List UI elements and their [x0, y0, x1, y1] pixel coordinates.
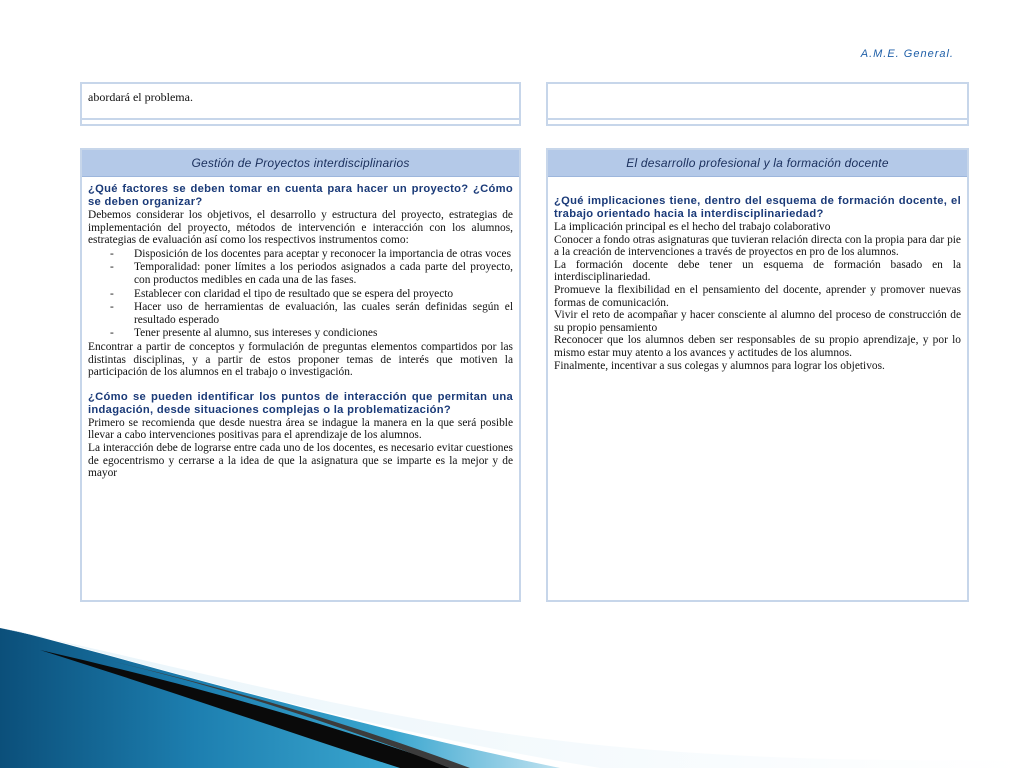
left-paragraph-2: Encontrar a partir de conceptos y formulación de preguntas elementos compartidos por las distintas disciplinas, y a partir de estos proponer temas de interés que motiven la participación de los alumnos en el trabajo o investigación. [88, 340, 513, 379]
top-left-box [80, 82, 521, 126]
right-line-3: La formación docente debe tener un esquema de formación basado en la interdisciplinariedad. [554, 258, 961, 284]
decorative-wave [0, 628, 1024, 768]
right-line-7: Finalmente, incentivar a sus colegas y alumnos para lograr los objetivos. [554, 359, 885, 372]
list-item: - Temporalidad: poner límites a los periodos asignados a cada parte del proyecto, con productos medibles en cada una de las fases. [88, 261, 513, 286]
right-line-1: La implicación principal es el hecho del trabajo colaborativo [554, 221, 831, 233]
author-note: A.M.E. General. [860, 48, 954, 60]
top-right-box-text [548, 84, 967, 120]
right-line-4: Promueve la flexibilidad en el pensamiento del docente, aprender y promover nuevas formas de comunicación. [554, 283, 961, 309]
list-item: - Tener presente al alumno, sus intereses y condiciones [88, 327, 513, 340]
right-panel-title: El desarrollo profesional y la formación docente [548, 150, 967, 177]
right-line-6: Reconocer que los alumnos deben ser responsables de su propio aprendizaje, y por lo mismo estar muy atento a los avances y actitudes de los alumnos. [554, 334, 961, 359]
left-question-2: ¿Cómo se pueden identificar los puntos de interacción que permitan una indagación, desde situaciones complejas o la problematización? [88, 390, 513, 416]
top-left-box-text: abordará el problema. [82, 84, 519, 120]
left-question-1: ¿Qué factores se deben tomar en cuenta para hacer un proyecto? ¿Cómo se deben organizar? [88, 183, 513, 208]
top-right-box [546, 82, 969, 126]
right-panel [546, 148, 969, 602]
list-item: - Establecer con claridad el tipo de resultado que se espera del proyecto [88, 288, 513, 301]
left-panel [80, 148, 521, 602]
right-question: ¿Qué implicaciones tiene, dentro del esquema de formación docente, el trabajo orientado hacia la interdisciplinariedad? [554, 195, 961, 220]
list-item: - Disposición de los docentes para aceptar y reconocer la importancia de otras voces [88, 248, 513, 261]
left-paragraph-1: Debemos considerar los objetivos, el desarrollo y estructura del proyecto, estrategias de implementación del proyecto, métodos de intervención e interacción con los alumnos, estrategias de evaluación así como los respectivos instrumentos como: [88, 209, 513, 247]
left-panel-title: Gestión de Proyectos interdisciplinarios [82, 150, 519, 177]
left-paragraph-4: La interacción debe de lograrse entre cada uno de los docentes, es necesario evitar cuestiones de egocentrismo y cerrarse a la idea de que la asignatura que se imparte es la mejor y de mayor [88, 441, 513, 480]
left-bullet-list [88, 248, 513, 340]
list-item: - Hacer uso de herramientas de evaluación, las cuales serán definidas según el resultado esperado [88, 301, 513, 326]
left-paragraph-3: Primero se recomienda que desde nuestra área se indague la manera en la que será posible llevar a cabo intervenciones positivas para el aprendizaje de los alumnos. [88, 416, 513, 442]
right-line-5: Vivir el reto de acompañar y hacer consciente al alumno del proceso de construcción de su propio pensamiento [554, 309, 961, 334]
right-panel-body [548, 177, 967, 376]
right-line-2: Conocer a fondo otras asignaturas que tuvieran relación directa con la propia para dar pie a la creación de intervenciones a través de proyectos en pro de los alumnos. [554, 233, 961, 259]
left-panel-body [82, 177, 519, 484]
